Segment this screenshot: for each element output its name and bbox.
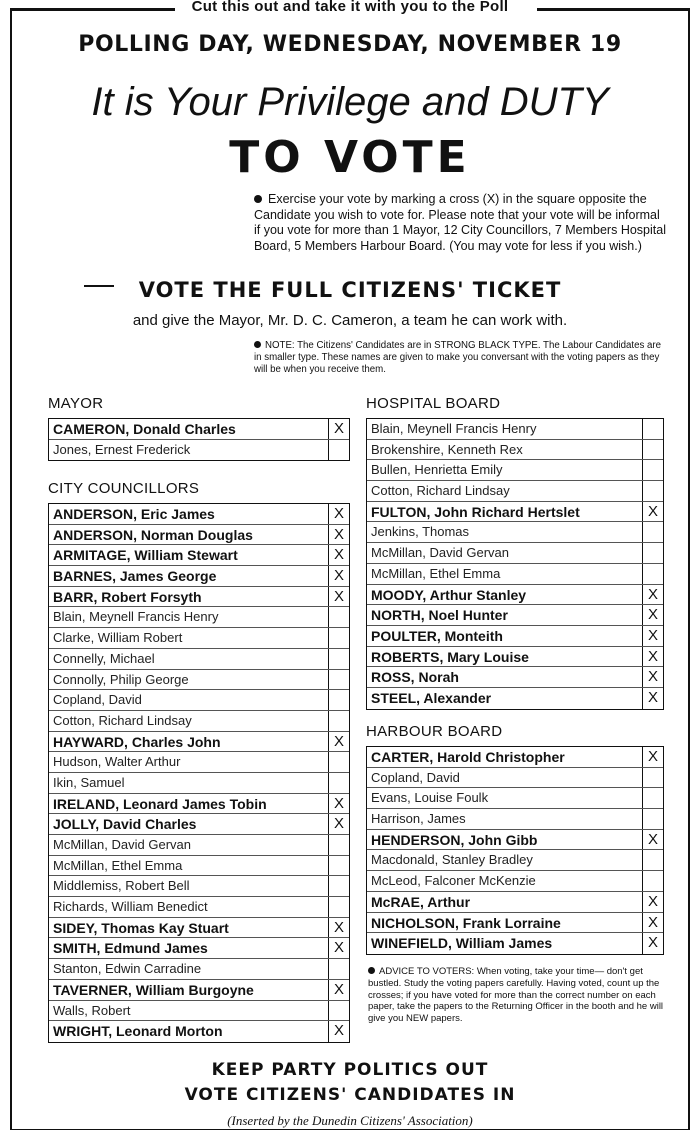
mayor-title: MAYOR bbox=[48, 395, 104, 412]
city-councillors-title: CITY COUNCILLORS bbox=[48, 480, 200, 497]
candidate-row bbox=[49, 773, 349, 794]
candidate-row bbox=[49, 835, 349, 856]
candidate-row bbox=[367, 933, 663, 954]
exercise-instructions bbox=[254, 192, 666, 254]
candidate-row bbox=[367, 871, 663, 892]
candidate-row bbox=[367, 788, 663, 809]
candidate-name: Hudson, Walter Arthur bbox=[53, 754, 181, 770]
candidate-row bbox=[367, 564, 663, 585]
candidate-name: FULTON, John Richard Hertslet bbox=[371, 503, 580, 520]
vote-box[interactable]: X bbox=[328, 545, 349, 565]
vote-box[interactable] bbox=[328, 670, 349, 690]
to-vote-heading: TO VOTE bbox=[229, 132, 471, 183]
vote-box[interactable]: X bbox=[642, 502, 663, 522]
inserted-by: (Inserted by the Dunedin Citizens' Association) bbox=[227, 1113, 473, 1128]
candidate-row bbox=[49, 419, 349, 440]
hospital-board-title: HOSPITAL BOARD bbox=[366, 395, 501, 412]
candidate-name: IRELAND, Leonard James Tobin bbox=[53, 795, 267, 812]
candidate-name: McRAE, Arthur bbox=[371, 893, 471, 910]
candidate-name: BARNES, James George bbox=[53, 568, 217, 585]
advice-block bbox=[368, 966, 668, 1025]
vote-box[interactable] bbox=[642, 788, 663, 808]
candidate-name: JOLLY, David Charles bbox=[53, 816, 197, 833]
candidate-row bbox=[367, 522, 663, 543]
vote-box[interactable]: X bbox=[328, 918, 349, 938]
candidate-name: Walls, Robert bbox=[53, 1002, 131, 1018]
vote-box[interactable]: X bbox=[642, 585, 663, 605]
vote-box[interactable] bbox=[328, 835, 349, 855]
candidate-name: NORTH, Noel Hunter bbox=[371, 607, 508, 624]
note-text: NOTE: The Citizens' Candidates are in STRONG BLACK TYPE. The Labour Candidates are in smaller type. These names are given to make you conversant with the voting papers as they will be when you receive them. bbox=[254, 340, 661, 375]
candidate-row bbox=[367, 543, 663, 564]
candidate-name: ARMITAGE, William Stewart bbox=[53, 547, 238, 564]
vote-box[interactable] bbox=[642, 522, 663, 542]
candidate-name: ANDERSON, Eric James bbox=[53, 506, 215, 522]
vote-box[interactable]: X bbox=[642, 933, 663, 954]
candidate-row bbox=[49, 794, 349, 815]
vote-box[interactable] bbox=[328, 897, 349, 917]
vote-box[interactable]: X bbox=[642, 913, 663, 933]
vote-box[interactable] bbox=[328, 711, 349, 731]
vote-box[interactable]: X bbox=[642, 688, 663, 709]
vote-box[interactable] bbox=[642, 460, 663, 480]
candidate-row bbox=[49, 566, 349, 587]
vote-box[interactable] bbox=[328, 440, 349, 461]
exercise-text: Exercise your vote by marking a cross (X) in the square opposite the Candidate you wish to vote for. Please note that your vote will be informal if you vote for more than 1 Mayor, 12 City Councillors, 7 Members Hospital Board, 5 Members Harbour Board. (You may vote for less if you wish.) bbox=[254, 192, 666, 253]
candidate-name: Richards, William Benedict bbox=[53, 899, 208, 915]
vote-box[interactable]: X bbox=[328, 587, 349, 607]
vote-box[interactable]: X bbox=[328, 525, 349, 545]
candidate-name: Evans, Louise Foulk bbox=[371, 790, 489, 806]
candidate-row bbox=[49, 525, 349, 546]
candidate-row bbox=[49, 649, 349, 670]
candidate-name: HAYWARD, Charles John bbox=[53, 733, 221, 750]
vote-box[interactable]: X bbox=[328, 504, 349, 524]
candidate-name: McLeod, Falconer McKenzie bbox=[371, 873, 536, 889]
candidate-name: Copland, David bbox=[53, 692, 142, 708]
candidate-row bbox=[367, 626, 663, 647]
vote-box[interactable]: X bbox=[642, 605, 663, 625]
harbour-board-title: HARBOUR BOARD bbox=[366, 723, 503, 740]
bullet-icon bbox=[254, 195, 262, 203]
candidate-row bbox=[49, 856, 349, 877]
vote-box[interactable]: X bbox=[642, 830, 663, 850]
candidate-name: Stanton, Edwin Carradine bbox=[53, 961, 202, 977]
candidate-row bbox=[367, 647, 663, 668]
candidate-name: Harrison, James bbox=[371, 811, 466, 827]
candidate-row bbox=[49, 918, 349, 939]
candidate-name: ROSS, Norah bbox=[371, 669, 459, 686]
candidate-name: Copland, David bbox=[371, 769, 460, 785]
vote-box[interactable] bbox=[328, 1001, 349, 1021]
candidate-row bbox=[367, 502, 663, 523]
candidate-row bbox=[367, 768, 663, 789]
mayor-team-line: and give the Mayor, Mr. D. C. Cameron, a team he can work with. bbox=[132, 312, 568, 329]
candidate-name: Bullen, Henrietta Emily bbox=[371, 462, 503, 478]
vote-box[interactable] bbox=[642, 564, 663, 584]
mayor-ballot bbox=[48, 418, 350, 461]
vote-box[interactable]: X bbox=[642, 892, 663, 912]
bullet-icon bbox=[368, 967, 375, 974]
candidate-name: Connelly, Michael bbox=[53, 650, 155, 666]
hospital-board-ballot bbox=[366, 418, 664, 710]
candidate-name: TAVERNER, William Burgoyne bbox=[53, 981, 254, 998]
candidate-row bbox=[49, 752, 349, 773]
keep-politics-out: KEEP PARTY POLITICS OUT bbox=[211, 1060, 489, 1080]
advice-text: ADVICE TO VOTERS: When voting, take your time— don't get bustled. Study the voting papers carefully. Having voted, count up the crosses; if you have voted for more than the correct number on each paper, take the papers to the Returning Officer in the booth and he will give you NEW papers. bbox=[368, 966, 664, 1025]
candidate-name: McMillan, Ethel Emma bbox=[371, 565, 501, 581]
candidate-name: Clarke, William Robert bbox=[53, 630, 183, 646]
candidate-row bbox=[49, 690, 349, 711]
vote-box[interactable] bbox=[328, 690, 349, 710]
vote-box[interactable]: X bbox=[328, 732, 349, 752]
harbour-board-ballot bbox=[366, 746, 664, 955]
candidate-row bbox=[49, 440, 349, 461]
vote-citizens-in: VOTE CITIZENS' CANDIDATES IN bbox=[184, 1085, 516, 1105]
candidate-name: WRIGHT, Leonard Morton bbox=[53, 1023, 223, 1040]
candidate-row bbox=[367, 892, 663, 913]
candidate-row bbox=[49, 959, 349, 980]
vote-box[interactable]: X bbox=[642, 626, 663, 646]
bullet-icon bbox=[254, 341, 261, 348]
candidate-row bbox=[49, 980, 349, 1001]
candidate-row bbox=[367, 830, 663, 851]
candidate-row bbox=[367, 419, 663, 440]
candidate-row bbox=[367, 460, 663, 481]
candidate-row bbox=[49, 545, 349, 566]
candidate-row bbox=[49, 670, 349, 691]
note-block bbox=[254, 340, 666, 376]
candidate-row bbox=[367, 850, 663, 871]
candidate-row bbox=[49, 504, 349, 525]
cutout-text: Cut this out and take it with you to the Poll bbox=[191, 0, 509, 15]
candidate-row bbox=[367, 585, 663, 606]
candidate-row bbox=[49, 876, 349, 897]
vote-box[interactable] bbox=[328, 607, 349, 627]
candidate-row bbox=[49, 938, 349, 959]
candidate-name: Ikin, Samuel bbox=[53, 774, 125, 790]
vote-box[interactable] bbox=[642, 440, 663, 460]
candidate-name: McMillan, David Gervan bbox=[53, 837, 191, 852]
vote-box[interactable]: X bbox=[328, 814, 349, 834]
vote-box[interactable]: X bbox=[328, 938, 349, 958]
candidate-name: ROBERTS, Mary Louise bbox=[371, 648, 529, 665]
candidate-row bbox=[49, 897, 349, 918]
candidate-name: Blain, Meynell Francis Henry bbox=[371, 421, 537, 436]
vote-box[interactable]: X bbox=[642, 647, 663, 667]
full-ticket-heading: VOTE THE FULL CITIZENS' TICKET bbox=[138, 278, 562, 302]
candidate-name: MOODY, Arthur Stanley bbox=[371, 586, 527, 603]
polling-day-heading: POLLING DAY, WEDNESDAY, NOVEMBER 19 bbox=[78, 32, 622, 57]
candidate-row bbox=[49, 814, 349, 835]
vote-box[interactable] bbox=[328, 649, 349, 669]
candidate-name: McMillan, Ethel Emma bbox=[53, 857, 183, 873]
vote-box[interactable] bbox=[642, 481, 663, 501]
candidate-row bbox=[367, 605, 663, 626]
candidate-name: Jenkins, Thomas bbox=[371, 524, 470, 540]
vote-box[interactable] bbox=[328, 959, 349, 979]
candidate-name: POULTER, Monteith bbox=[371, 627, 503, 644]
vote-box[interactable] bbox=[328, 876, 349, 896]
candidate-row bbox=[49, 1021, 349, 1042]
privilege-heading: It is Your Privilege and DUTY bbox=[91, 80, 609, 124]
candidate-row bbox=[367, 440, 663, 461]
vote-box[interactable]: X bbox=[642, 747, 663, 767]
candidate-name: Connolly, Philip George bbox=[53, 671, 189, 687]
candidate-row bbox=[49, 1001, 349, 1022]
candidate-name: ANDERSON, Norman Douglas bbox=[53, 526, 253, 543]
candidate-name: WINEFIELD, William James bbox=[371, 935, 553, 952]
candidate-row bbox=[367, 809, 663, 830]
vote-box[interactable] bbox=[642, 543, 663, 563]
candidate-name: BARR, Robert Forsyth bbox=[53, 588, 202, 605]
candidate-row bbox=[49, 711, 349, 732]
candidate-row bbox=[49, 607, 349, 628]
candidate-name: HENDERSON, John Gibb bbox=[371, 831, 538, 848]
candidate-row bbox=[367, 667, 663, 688]
vote-box[interactable] bbox=[642, 809, 663, 829]
candidate-row bbox=[367, 481, 663, 502]
vote-box[interactable] bbox=[642, 871, 663, 891]
candidate-row bbox=[367, 913, 663, 934]
vote-box[interactable] bbox=[642, 768, 663, 788]
candidate-name: Middlemiss, Robert Bell bbox=[53, 878, 190, 894]
vote-box[interactable] bbox=[328, 752, 349, 772]
vote-box[interactable] bbox=[328, 628, 349, 648]
candidate-row bbox=[49, 628, 349, 649]
vote-box[interactable]: X bbox=[328, 566, 349, 586]
candidate-name: NICHOLSON, Frank Lorraine bbox=[371, 914, 561, 931]
candidate-name: SIDEY, Thomas Kay Stuart bbox=[53, 919, 229, 936]
candidate-row bbox=[367, 688, 663, 709]
candidate-row bbox=[49, 732, 349, 753]
candidate-name: Cotton, Richard Lindsay bbox=[371, 483, 510, 499]
vote-box[interactable]: X bbox=[328, 419, 349, 439]
vote-box[interactable]: X bbox=[328, 1021, 349, 1042]
candidate-name: Brokenshire, Kenneth Rex bbox=[371, 441, 523, 457]
candidate-name: SMITH, Edmund James bbox=[53, 940, 208, 957]
candidate-name: Blain, Meynell Francis Henry bbox=[53, 609, 219, 625]
vote-box[interactable] bbox=[328, 773, 349, 793]
candidate-row bbox=[49, 587, 349, 608]
vote-box[interactable]: X bbox=[328, 980, 349, 1000]
candidate-name: STEEL, Alexander bbox=[371, 689, 492, 706]
candidate-name: Cotton, Richard Lindsay bbox=[53, 712, 192, 728]
vote-box[interactable] bbox=[328, 856, 349, 876]
candidate-name: CARTER, Harold Christopher bbox=[371, 749, 565, 765]
candidate-name: Macdonald, Stanley Bradley bbox=[371, 852, 533, 868]
vote-box[interactable]: X bbox=[328, 794, 349, 814]
candidate-name: McMillan, David Gervan bbox=[371, 545, 509, 561]
vote-box[interactable]: X bbox=[642, 667, 663, 687]
candidate-name: Jones, Ernest Frederick bbox=[53, 441, 191, 457]
city-councillors-ballot bbox=[48, 503, 350, 1043]
candidate-name: CAMERON, Donald Charles bbox=[53, 421, 236, 437]
vote-box[interactable] bbox=[642, 850, 663, 870]
candidate-row bbox=[367, 747, 663, 768]
vote-box[interactable] bbox=[642, 419, 663, 439]
